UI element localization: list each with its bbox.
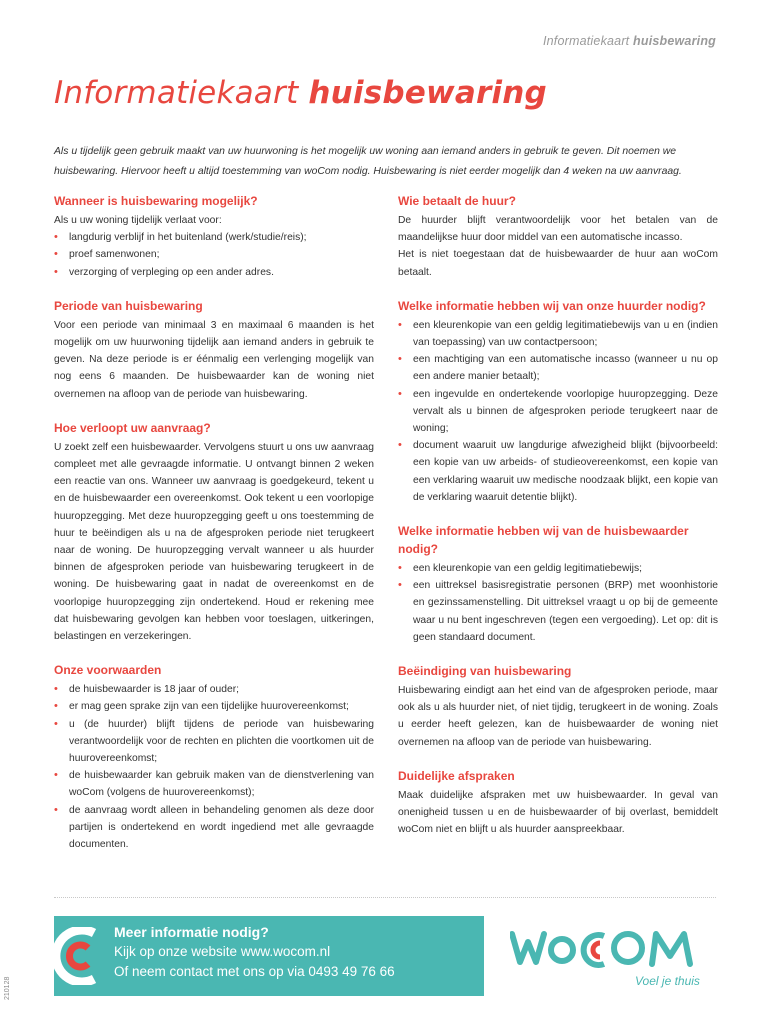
intro-text: Als u tijdelijk geen gebruik maakt van uw huurwoning is het mogelijk uw woning aan iemand anders in gebruik te geven. Dit noemen we huisbewaring. Hiervoor heeft u altijd toestemming van woCom nodig. Huisbewaring is niet eerder mogelijk dan 4 weken na uw aanvraag.: [54, 146, 682, 177]
phone-link[interactable]: Of neem contact met ons op via 0493 49 76 66: [114, 964, 395, 979]
section-lead: Als u uw woning tijdelijk verlaat voor:: [54, 215, 222, 226]
contact-title: Meer informatie nodig?: [114, 924, 269, 940]
section-afspraken: [398, 767, 718, 839]
bullet-list: [398, 317, 718, 506]
section-info-huurder: [398, 297, 718, 506]
bullet-list: [54, 681, 374, 853]
wocom-emblem-icon: [54, 927, 100, 985]
right-column: [398, 192, 718, 854]
running-header-bold: huisbewaring: [633, 34, 716, 48]
section-title: Wanneer is huisbewaring mogelijk?: [54, 194, 258, 208]
section-title: Wie betaalt de huur?: [398, 194, 516, 208]
logo-text: WOCOM: [510, 928, 515, 929]
running-header: [543, 34, 716, 48]
list-item: • u (de huurder) blijft tijdens de periode van huisbewaring verantwoordelijk voor de rechten en plichten die voortkomen uit de huurovereenkomst;: [54, 716, 374, 768]
list-item: • een uittreksel basisregistratie personen (BRP) met woonhistorie en gezinssamenstelling. Dit uittreksel vraagt u op bij de gemeente waar u nu bent ingeschreven (tegen een vergoeding). Let op: dit is geen standaard document.: [398, 577, 718, 646]
bullet-list: [54, 229, 374, 281]
section-periode: [54, 297, 374, 403]
bullet-list: [398, 560, 718, 646]
website-link[interactable]: Kijk op onze website www.wocom.nl: [114, 944, 331, 959]
list-item: • een machtiging van een automatische incasso (wanneer u nu op een andere manier betaalt);: [398, 351, 718, 385]
section-title: Beëindiging van huisbewaring: [398, 664, 572, 679]
left-column: [54, 192, 374, 869]
section-aanvraag: [54, 419, 374, 645]
section-title: Duidelijke afspraken: [398, 768, 515, 783]
section-text: U zoekt zelf een huisbewaarder. Vervolgens stuurt u ons uw aanvraag compleet met alle gevraagde informatie. U ontvangt binnen 2 weken een reactie van ons. Wanneer uw aanvraag is goedgekeurd, tekent u en de huisbewaarder een overeenkomst. Ook tekent u een voorlopige huuropzegging. Met deze huuropzegging geeft u ons toestemming de huur te beëindigen als u na de afgesproken periode niet terugkeert naar de woning. De huuropzegging vervalt wanneer u als huurder binnen de afgesproken periode van huisbewaring terugkeert in de woning. De huisbewaring gaat in nadat de overeenkomst en de voorlopige huuropzegging zijn ondertekend. Houd er rekening mee dat huisbewaring gevolgen kan hebben voor toeslagen, uitkeringen, belastingen en verzekeringen.: [54, 441, 374, 643]
section-voorwaarden: [54, 661, 374, 853]
section-title: Hoe verloopt uw aanvraag?: [54, 420, 211, 435]
section-text: Huisbewaring eindigt aan het eind van de afgesproken periode, maar ook als u als huurder niet, of niet tijdig, terugkeert in de woning. Zoals u eerder heeft gelezen, kan de huisbewaarder de woning niet overnemen na afloop van de periode van huisbewaring.: [398, 685, 718, 748]
divider: [54, 897, 716, 898]
section-info-huisbewaarder: [398, 522, 718, 646]
list-item: • een ingevulde en ondertekende voorlopige huuropzegging. Deze vervalt als u binnen de afgesproken periode terugkeert naar de woning;: [398, 386, 718, 438]
section-title: Periode van huisbewaring: [54, 298, 203, 313]
title-bold: huisbewaring: [308, 75, 547, 111]
wocom-logo: [510, 928, 696, 968]
running-header-light: Informatiekaart: [542, 34, 634, 48]
section-text: Voor een periode van minimaal 3 en maximaal 6 maanden is het mogelijk om uw huurwoning tijdelijk aan iemand anders in gebruik te geven. Na deze periode is er éénmalig een verlenging mogelijk van nog eens 6 maanden. De huisbewaarder kan de woning niet overnemen na afloop van de periode van huisbewaring.: [54, 319, 374, 400]
document-code: 210128: [4, 976, 11, 1000]
page-title: [54, 75, 547, 111]
section-title: Onze voorwaarden: [54, 663, 162, 678]
section-wanneer: [54, 192, 374, 281]
section-huur: [398, 192, 718, 281]
section-title: Welke informatie hebben wij van de huisbewaarder nodig?: [398, 524, 689, 557]
list-item: • langdurig verblijf in het buitenland (werk/studie/reis);: [54, 229, 374, 246]
section-title: Welke informatie hebben wij van onze huurder nodig?: [398, 298, 706, 313]
title-light: Informatiekaart: [54, 75, 309, 111]
list-item: • proef samenwonen;: [54, 246, 374, 263]
list-item: • verzorging of verpleging op een ander adres.: [54, 264, 374, 281]
list-item: • er mag geen sprake zijn van een tijdelijke huurovereenkomst;: [54, 698, 374, 715]
list-item: • de huisbewaarder is 18 jaar of ouder;: [54, 681, 374, 698]
list-item: • een kleurenkopie van een geldig legitimatiebewijs;: [398, 560, 718, 577]
section-text: Maak duidelijke afspraken met uw huisbewaarder. In geval van onenigheid tussen u en de huisbewaarder of bij overlast, bemiddelt woCom niet en blijft u als huurder aanspreekbaar.: [398, 789, 718, 836]
list-item: • de aanvraag wordt alleen in behandeling genomen als deze door partijen is ondertekend en wordt ingediend met alle gevraagde documenten.: [54, 802, 374, 854]
list-item: • document waaruit uw langdurige afwezigheid blijkt (bijvoorbeeld: een kopie van uw arbeids- of studieovereenkomst, een kopie van een verklaring waaruit uw medische noodzaak blijkt, een kopie van de verklaring waaruit detentie blijkt).: [398, 437, 718, 506]
section-text: De huurder blijft verantwoordelijk voor het betalen van de maandelijkse huur door middel van een automatische incasso.: [398, 215, 718, 244]
section-text: Het is niet toegestaan dat de huisbewaarder de huur aan woCom betaalt.: [398, 249, 718, 278]
list-item: • een kleurenkopie van een geldig legitimatiebewijs van u en (indien van toepassing) van uw contactpersoon;: [398, 317, 718, 351]
list-item: • de huisbewaarder kan gebruik maken van de dienstverlening van woCom (volgens de huurovereenkomst);: [54, 767, 374, 801]
section-beeindiging: [398, 662, 718, 751]
tagline: Voel je thuis: [635, 974, 700, 988]
contact-info: [114, 922, 395, 982]
